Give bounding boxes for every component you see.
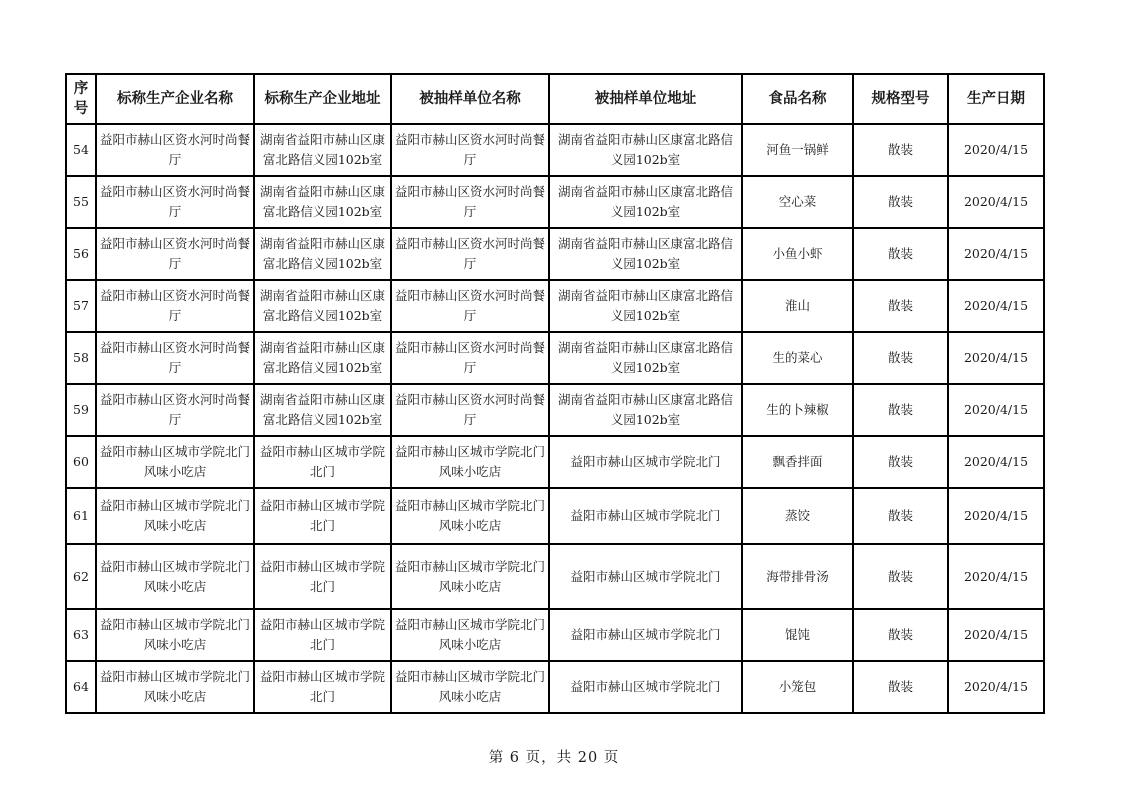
cell-producer-name: 益阳市赫山区资水河时尚餐厅 (96, 228, 254, 280)
cell-producer-address: 益阳市赫山区城市学院北门 (254, 436, 391, 488)
cell-production-date: 2020/4/15 (948, 124, 1044, 176)
cell-food-name: 淮山 (742, 280, 853, 332)
food-sampling-table (65, 73, 1045, 714)
cell-producer-name: 益阳市赫山区城市学院北门风味小吃店 (96, 609, 254, 661)
cell-spec-model: 散装 (853, 228, 948, 280)
cell-sampled-unit-name: 益阳市赫山区资水河时尚餐厅 (391, 124, 549, 176)
cell-producer-name: 益阳市赫山区城市学院北门风味小吃店 (96, 488, 254, 544)
cell-production-date: 2020/4/15 (948, 384, 1044, 436)
cell-serial-number: 59 (66, 384, 96, 436)
table-row (66, 488, 1044, 544)
cell-serial-number: 64 (66, 661, 96, 713)
cell-producer-address: 益阳市赫山区城市学院北门 (254, 544, 391, 609)
table-row (66, 332, 1044, 384)
cell-producer-address: 湖南省益阳市赫山区康富北路信义园102b室 (254, 332, 391, 384)
cell-food-name: 小笼包 (742, 661, 853, 713)
cell-production-date: 2020/4/15 (948, 661, 1044, 713)
cell-spec-model: 散装 (853, 488, 948, 544)
cell-production-date: 2020/4/15 (948, 436, 1044, 488)
cell-sampled-unit-name: 益阳市赫山区资水河时尚餐厅 (391, 384, 549, 436)
cell-spec-model: 散装 (853, 332, 948, 384)
cell-producer-name: 益阳市赫山区城市学院北门风味小吃店 (96, 544, 254, 609)
header-production-date: 生产日期 (948, 74, 1044, 124)
cell-spec-model: 散装 (853, 280, 948, 332)
cell-spec-model: 散装 (853, 176, 948, 228)
cell-sampled-unit-address: 湖南省益阳市赫山区康富北路信义园102b室 (549, 228, 742, 280)
cell-sampled-unit-name: 益阳市赫山区城市学院北门风味小吃店 (391, 609, 549, 661)
cell-sampled-unit-address: 湖南省益阳市赫山区康富北路信义园102b室 (549, 384, 742, 436)
cell-serial-number: 62 (66, 544, 96, 609)
header-serial-number: 序号 (66, 74, 96, 124)
cell-sampled-unit-address: 益阳市赫山区城市学院北门 (549, 436, 742, 488)
cell-sampled-unit-address: 益阳市赫山区城市学院北门 (549, 661, 742, 713)
cell-spec-model: 散装 (853, 436, 948, 488)
cell-producer-name: 益阳市赫山区资水河时尚餐厅 (96, 280, 254, 332)
cell-serial-number: 60 (66, 436, 96, 488)
cell-sampled-unit-address: 益阳市赫山区城市学院北门 (549, 609, 742, 661)
cell-producer-address: 湖南省益阳市赫山区康富北路信义园102b室 (254, 228, 391, 280)
cell-sampled-unit-address: 湖南省益阳市赫山区康富北路信义园102b室 (549, 332, 742, 384)
cell-food-name: 海带排骨汤 (742, 544, 853, 609)
cell-spec-model: 散装 (853, 124, 948, 176)
cell-production-date: 2020/4/15 (948, 544, 1044, 609)
cell-food-name: 河鱼一锅鲜 (742, 124, 853, 176)
cell-sampled-unit-address: 湖南省益阳市赫山区康富北路信义园102b室 (549, 176, 742, 228)
cell-sampled-unit-name: 益阳市赫山区城市学院北门风味小吃店 (391, 488, 549, 544)
cell-serial-number: 56 (66, 228, 96, 280)
cell-spec-model: 散装 (853, 384, 948, 436)
cell-food-name: 生的菜心 (742, 332, 853, 384)
cell-food-name: 飘香拌面 (742, 436, 853, 488)
cell-sampled-unit-name: 益阳市赫山区城市学院北门风味小吃店 (391, 436, 549, 488)
cell-serial-number: 57 (66, 280, 96, 332)
cell-serial-number: 61 (66, 488, 96, 544)
header-producer-name: 标称生产企业名称 (96, 74, 254, 124)
cell-sampled-unit-name: 益阳市赫山区资水河时尚餐厅 (391, 332, 549, 384)
cell-sampled-unit-name: 益阳市赫山区城市学院北门风味小吃店 (391, 544, 549, 609)
header-sampled-unit-address: 被抽样单位地址 (549, 74, 742, 124)
cell-production-date: 2020/4/15 (948, 332, 1044, 384)
cell-sampled-unit-address: 益阳市赫山区城市学院北门 (549, 488, 742, 544)
cell-producer-address: 益阳市赫山区城市学院北门 (254, 661, 391, 713)
cell-producer-address: 益阳市赫山区城市学院北门 (254, 609, 391, 661)
table-row (66, 280, 1044, 332)
cell-producer-address: 湖南省益阳市赫山区康富北路信义园102b室 (254, 124, 391, 176)
header-sampled-unit-name: 被抽样单位名称 (391, 74, 549, 124)
cell-producer-address: 湖南省益阳市赫山区康富北路信义园102b室 (254, 280, 391, 332)
cell-sampled-unit-name: 益阳市赫山区资水河时尚餐厅 (391, 176, 549, 228)
table-row (66, 436, 1044, 488)
cell-serial-number: 54 (66, 124, 96, 176)
cell-sampled-unit-address: 益阳市赫山区城市学院北门 (549, 544, 742, 609)
header-producer-address: 标称生产企业地址 (254, 74, 391, 124)
cell-spec-model: 散装 (853, 609, 948, 661)
cell-serial-number: 58 (66, 332, 96, 384)
page-footer: 第 6 页，共 20 页 (488, 750, 620, 766)
cell-production-date: 2020/4/15 (948, 228, 1044, 280)
table-row (66, 544, 1044, 609)
cell-food-name: 小鱼小虾 (742, 228, 853, 280)
cell-spec-model: 散装 (853, 661, 948, 713)
cell-sampled-unit-name: 益阳市赫山区城市学院北门风味小吃店 (391, 661, 549, 713)
cell-producer-name: 益阳市赫山区资水河时尚餐厅 (96, 384, 254, 436)
cell-food-name: 蒸饺 (742, 488, 853, 544)
table-row (66, 384, 1044, 436)
table-row (66, 228, 1044, 280)
cell-producer-address: 湖南省益阳市赫山区康富北路信义园102b室 (254, 384, 391, 436)
cell-spec-model: 散装 (853, 544, 948, 609)
cell-producer-address: 益阳市赫山区城市学院北门 (254, 488, 391, 544)
cell-production-date: 2020/4/15 (948, 609, 1044, 661)
cell-serial-number: 63 (66, 609, 96, 661)
table-row (66, 661, 1044, 713)
cell-producer-name: 益阳市赫山区资水河时尚餐厅 (96, 176, 254, 228)
cell-production-date: 2020/4/15 (948, 488, 1044, 544)
table-row (66, 609, 1044, 661)
cell-sampled-unit-name: 益阳市赫山区资水河时尚餐厅 (391, 280, 549, 332)
table-header-row (66, 74, 1044, 124)
cell-production-date: 2020/4/15 (948, 176, 1044, 228)
cell-food-name: 空心菜 (742, 176, 853, 228)
cell-sampled-unit-name: 益阳市赫山区资水河时尚餐厅 (391, 228, 549, 280)
cell-producer-name: 益阳市赫山区资水河时尚餐厅 (96, 124, 254, 176)
header-food-name: 食品名称 (742, 74, 853, 124)
cell-food-name: 馄饨 (742, 609, 853, 661)
cell-producer-name: 益阳市赫山区城市学院北门风味小吃店 (96, 436, 254, 488)
cell-sampled-unit-address: 湖南省益阳市赫山区康富北路信义园102b室 (549, 124, 742, 176)
cell-serial-number: 55 (66, 176, 96, 228)
table-row (66, 124, 1044, 176)
table-row (66, 176, 1044, 228)
cell-producer-name: 益阳市赫山区资水河时尚餐厅 (96, 332, 254, 384)
cell-production-date: 2020/4/15 (948, 280, 1044, 332)
header-spec-model: 规格型号 (853, 74, 948, 124)
cell-producer-name: 益阳市赫山区城市学院北门风味小吃店 (96, 661, 254, 713)
cell-producer-address: 湖南省益阳市赫山区康富北路信义园102b室 (254, 176, 391, 228)
cell-food-name: 生的卜辣椒 (742, 384, 853, 436)
cell-sampled-unit-address: 湖南省益阳市赫山区康富北路信义园102b室 (549, 280, 742, 332)
